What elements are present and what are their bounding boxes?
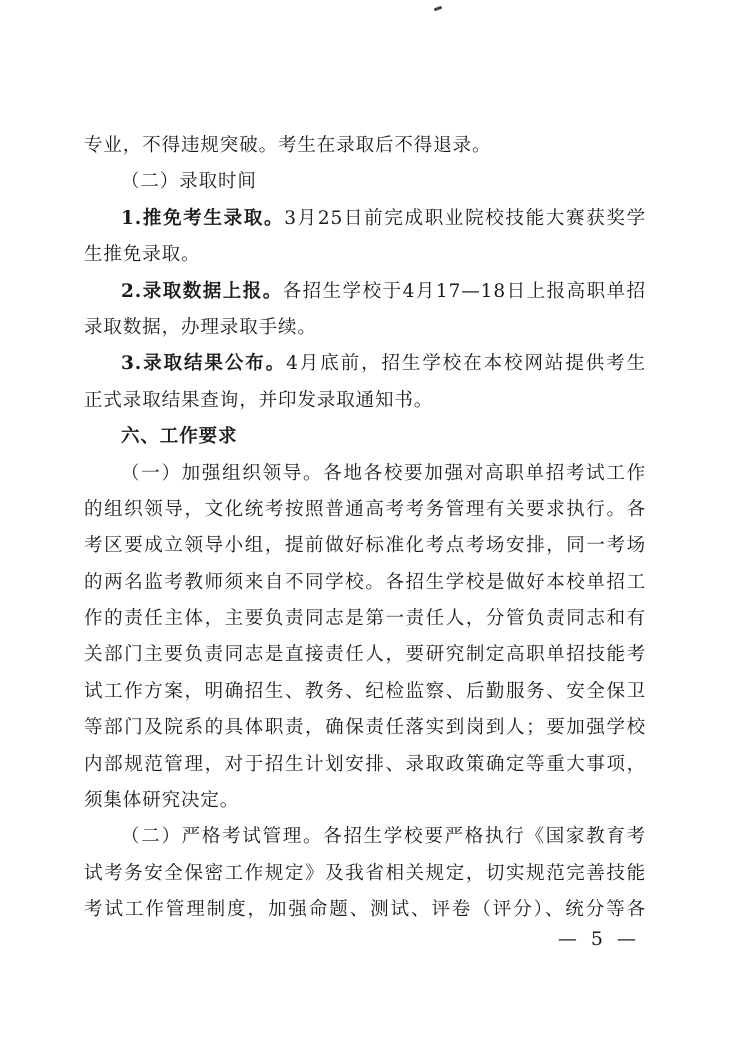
section-heading: 六、工作要求: [121, 426, 238, 448]
page-number: — 5 —: [557, 928, 640, 950]
text-line: 试考务安全保密工作规定》及我省相关规定，切实规范完善技能: [84, 862, 646, 884]
text-line: 须集体研究决定。: [84, 790, 240, 812]
text-line: 考试工作管理制度，加强命题、测试、评卷（评分）、统分等各: [84, 899, 646, 921]
text-line: 正式录取结果查询，并印发录取通知书。: [84, 389, 434, 411]
item-title: 3.录取结果公布。: [121, 353, 287, 375]
text-line: 内部规范管理，对于招生计划安排、录取政策确定等重大事项，: [84, 753, 646, 775]
text-line: 生推免录取。: [84, 244, 201, 266]
scan-mark: [434, 6, 443, 12]
text-line: 等部门及院系的具体职责，确保责任落实到岗到人；要加强学校: [84, 717, 646, 739]
text-line: 试工作方案，明确招生、教务、纪检监察、后勤服务、安全保卫: [84, 680, 646, 702]
text-line: 关部门主要负责同志是直接责任人，要研究制定高职单招技能考: [84, 644, 646, 666]
text-line: 3.录取结果公布。4月底前，招生学校在本校网站提供考生: [121, 353, 646, 375]
text-line: 考区要成立领导小组，提前做好标准化考点考场安排，同一考场: [84, 535, 646, 557]
text-line: 2.录取数据上报。各招生学校于4月17—18日上报高职单招: [121, 280, 646, 302]
text-line: 1.推免考生录取。3月25日前完成职业院校技能大赛获奖学: [121, 207, 646, 229]
text-line: 录取数据，办理录取手续。: [84, 316, 317, 338]
item-title: 1.推免考生录取。: [121, 207, 285, 229]
section-subheading: （二）录取时间: [121, 171, 257, 193]
text-line: 专业，不得违规突破。考生在录取后不得退录。: [84, 135, 492, 156]
text-line: 的两名监考教师须来自不同学校。各招生学校是做好本校单招工: [84, 571, 646, 593]
text-line: 作的责任主体，主要负责同志是第一责任人，分管负责同志和有: [84, 608, 646, 630]
body-text: [84, 128, 646, 929]
text-line: （二）严格考试管理。各招生学校要严格执行《国家教育考: [121, 826, 646, 848]
text-line: 的组织领导，文化统考按照普通高考考务管理有关要求执行。各: [84, 498, 646, 520]
text-line: （一）加强组织领导。各地各校要加强对高职单招考试工作: [121, 462, 646, 484]
item-title: 2.录取数据上报。: [121, 280, 283, 302]
